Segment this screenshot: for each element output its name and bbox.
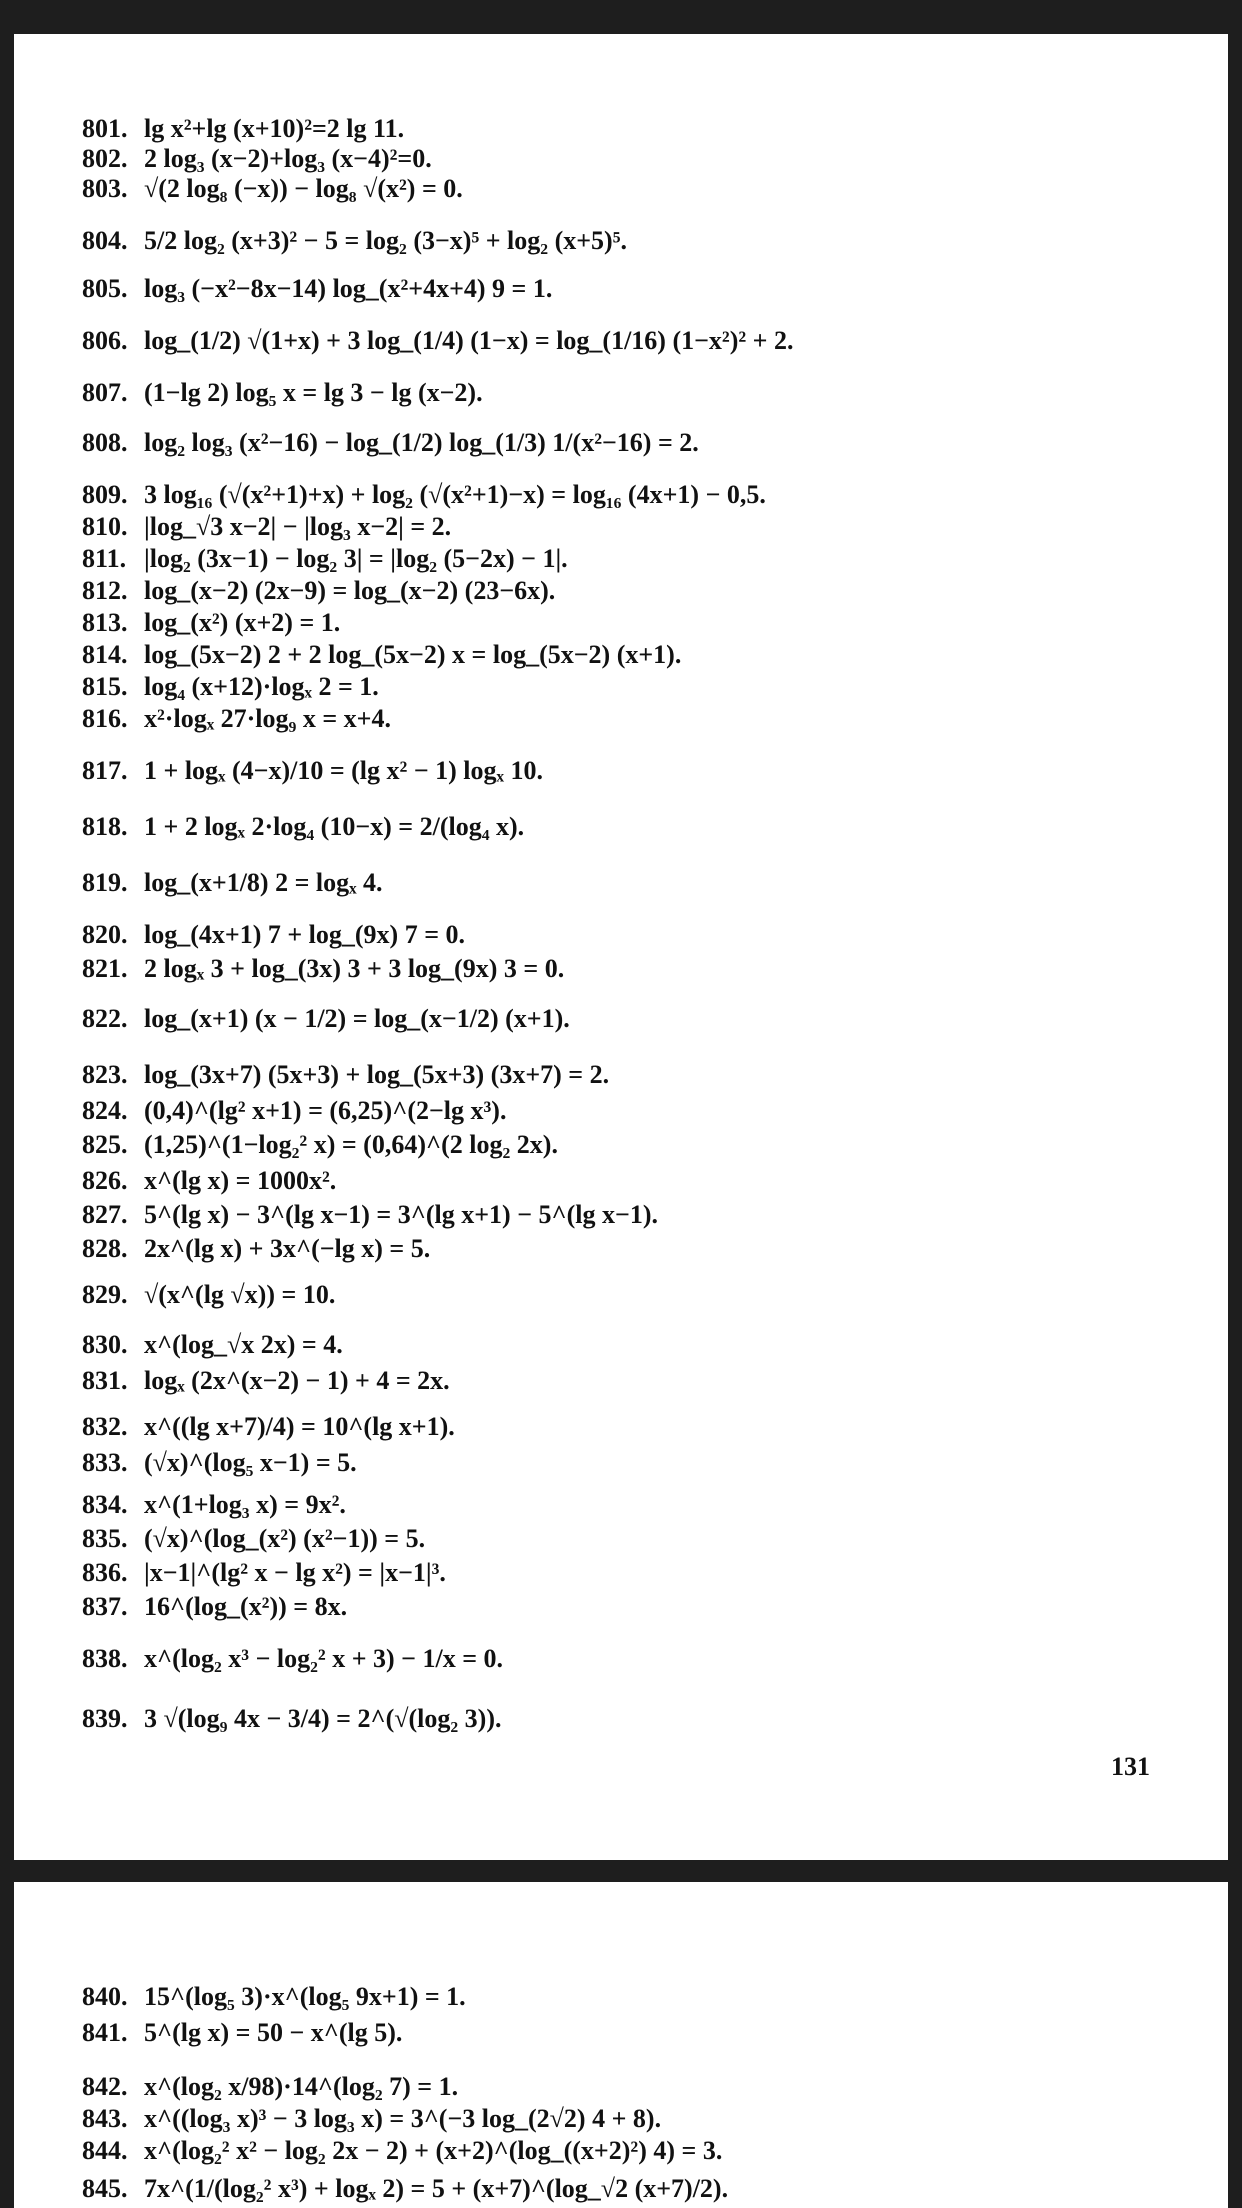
problem-835: 835. (√x)^(log_(x²) (x²−1)) = 5.	[82, 1524, 426, 1553]
problem-840: 840. 15^(log₅ 3)·x^(log₅ 9x+1) = 1.	[82, 1982, 466, 2011]
problem-808: 808. log₂ log₃ (x²−16) − log_(1/2) log_(1/3) 1/(x²−16) = 2.	[82, 428, 699, 457]
problem-819: 819. log_(x+1/8) 2 = logₓ 4.	[82, 868, 383, 897]
problem-827: 827. 5^(lg x) − 3^(lg x−1) = 3^(lg x+1) − 5^(lg x−1).	[82, 1200, 658, 1229]
problem-809: 809. 3 log₁₆ (√(x²+1)+x) + log₂ (√(x²+1)−x) = log₁₆ (4x+1) − 0,5.	[82, 480, 766, 509]
problem-832: 832. x^((lg x+7)/4) = 10^(lg x+1).	[82, 1412, 455, 1441]
problem-802: 802. 2 log₃ (x−2)+log₃ (x−4)²=0.	[82, 144, 432, 173]
problem-806: 806. log_(1/2) √(1+x) + 3 log_(1/4) (1−x) = log_(1/16) (1−x²)² + 2.	[82, 326, 794, 355]
problem-821: 821. 2 logₓ 3 + log_(3x) 3 + 3 log_(9x) 3 = 0.	[82, 954, 565, 983]
problem-823: 823. log_(3x+7) (5x+3) + log_(5x+3) (3x+7) = 2.	[82, 1060, 610, 1089]
problem-828: 828. 2x^(lg x) + 3x^(−lg x) = 5.	[82, 1234, 431, 1263]
problem-815: 815. log₄ (x+12)·logₓ 2 = 1.	[82, 672, 379, 701]
problem-812: 812. log_(x−2) (2x−9) = log_(x−2) (23−6x).	[82, 576, 556, 605]
problem-820: 820. log_(4x+1) 7 + log_(9x) 7 = 0.	[82, 920, 466, 949]
problem-826: 826. x^(lg x) = 1000x².	[82, 1166, 337, 1195]
problem-807: 807. (1−lg 2) log₅ x = lg 3 − lg (x−2).	[82, 378, 483, 407]
problem-829: 829. √(x^(lg √x)) = 10.	[82, 1280, 336, 1309]
problem-838: 838. x^(log₂ x³ − log₂² x + 3) − 1/x = 0.	[82, 1644, 504, 1673]
problem-842: 842. x^(log₂ x/98)·14^(log₂ 7) = 1.	[82, 2072, 459, 2101]
problem-804: 804. 5/2 log₂ (x+3)² − 5 = log₂ (3−x)⁵ + log₂ (x+5)⁵.	[82, 226, 628, 255]
problem-813: 813. log_(x²) (x+2) = 1.	[82, 608, 341, 637]
problem-836: 836. |x−1|^(lg² x − lg x²) = |x−1|³.	[82, 1558, 446, 1587]
problem-834: 834. x^(1+log₃ x) = 9x².	[82, 1490, 346, 1519]
problem-833: 833. (√x)^(log₅ x−1) = 5.	[82, 1448, 357, 1477]
textbook-page-131	[14, 34, 1228, 1860]
problem-816: 816. x²·logₓ 27·log₉ x = x+4.	[82, 704, 391, 733]
problem-817: 817. 1 + logₓ (4−x)/10 = (lg x² − 1) logₓ 10.	[82, 756, 543, 785]
problem-841: 841. 5^(lg x) = 50 − x^(lg 5).	[82, 2018, 403, 2047]
problem-837: 837. 16^(log_(x²)) = 8x.	[82, 1592, 348, 1621]
problem-803: 803. √(2 log₈ (−x)) − log₈ √(x²) = 0.	[82, 174, 463, 203]
problem-814: 814. log_(5x−2) 2 + 2 log_(5x−2) x = log_(5x−2) (x+1).	[82, 640, 682, 669]
problem-844: 844. x^(log₂² x² − log₂ 2x − 2) + (x+2)^(log_((x+2)²) 4) = 3.	[82, 2136, 723, 2165]
problem-810: 810. |log_√3 x−2| − |log₃ x−2| = 2.	[82, 512, 452, 541]
problem-805: 805. log₃ (−x²−8x−14) log_(x²+4x+4) 9 = 1.	[82, 274, 553, 303]
problem-824: 824. (0,4)^(lg² x+1) = (6,25)^(2−lg x³).	[82, 1096, 507, 1125]
textbook-page-next	[14, 1882, 1228, 2208]
problem-830: 830. x^(log_√x 2x) = 4.	[82, 1330, 343, 1359]
problem-811: 811. |log₂ (3x−1) − log₂ 3| = |log₂ (5−2x) − 1|.	[82, 544, 568, 573]
problem-822: 822. log_(x+1) (x − 1/2) = log_(x−1/2) (x+1).	[82, 1004, 570, 1033]
problem-845: 845. 7x^(1/(log₂² x³) + logₓ 2) = 5 + (x+7)^(log_√2 (x+7)/2).	[82, 2174, 729, 2203]
problem-843: 843. x^((log₃ x)³ − 3 log₃ x) = 3^(−3 log_(2√2) 4 + 8).	[82, 2104, 662, 2133]
problem-801: 801. lg x²+lg (x+10)²=2 lg 11.	[82, 114, 405, 143]
page-number: 131	[1111, 1752, 1150, 1781]
problem-825: 825. (1,25)^(1−log₂² x) = (0,64)^(2 log₂ 2x).	[82, 1130, 558, 1159]
problem-831: 831. logₓ (2x^(x−2) − 1) + 4 = 2x.	[82, 1366, 450, 1395]
problem-818: 818. 1 + 2 logₓ 2·log₄ (10−x) = 2/(log₄ x).	[82, 812, 525, 841]
problem-839: 839. 3 √(log₉ 4x − 3/4) = 2^(√(log₂ 3)).	[82, 1704, 502, 1733]
